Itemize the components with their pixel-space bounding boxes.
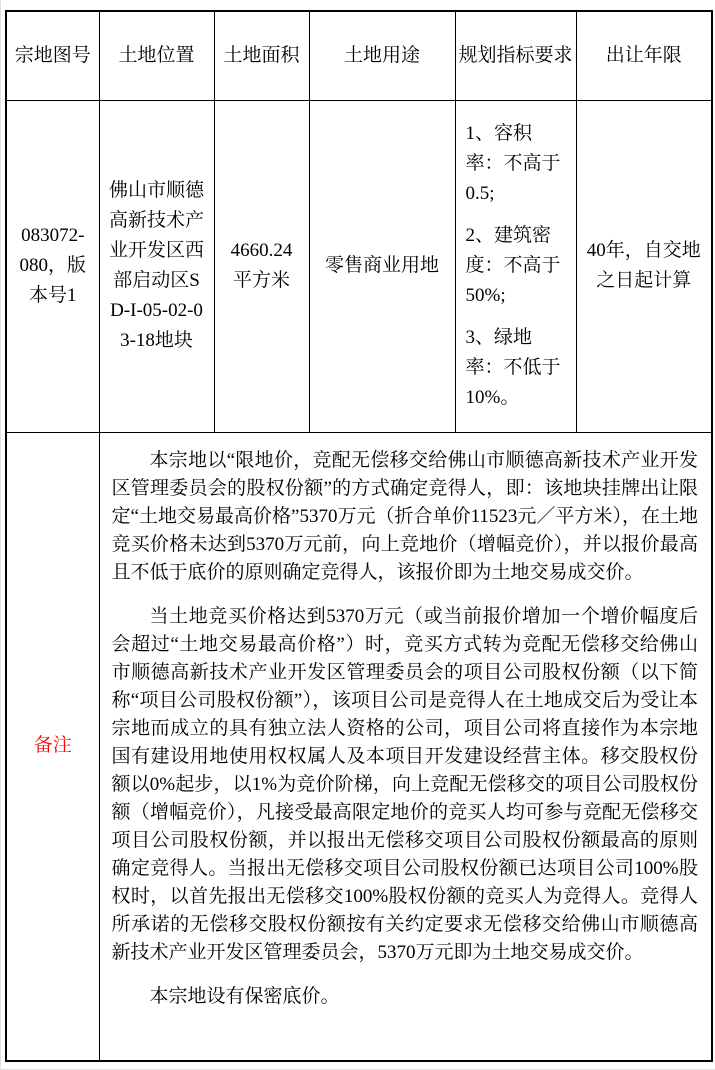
planning-item-plot-ratio: 1、容积率：不高于0.5; <box>465 123 561 204</box>
parcel-tenure: 40年，自交地之日起计算 <box>576 100 712 432</box>
parcel-area: 4660.24平方米 <box>214 100 309 432</box>
remarks-paragraph-confidential-floor-price: 本宗地设有保密底价。 <box>149 985 340 1007</box>
header-tenure: 出让年限 <box>576 11 712 100</box>
parcel-land-use: 零售商业用地 <box>309 100 455 432</box>
remarks-content <box>99 432 712 1061</box>
remarks-label: 备注 <box>33 735 72 757</box>
planning-item-building-density: 2、建筑密度：不高于50%; <box>465 225 561 306</box>
parcel-data-row <box>6 100 712 432</box>
parcel-location: 佛山市顺德高新技术产业开发区西部启动区SD-I-05-02-03-18地块 <box>99 100 214 432</box>
header-land-use: 土地用途 <box>309 11 455 100</box>
planning-item-green-ratio: 3、绿地率：不低于10%。 <box>465 327 561 408</box>
remarks-label-cell <box>6 432 99 1061</box>
remarks-paragraph-price-cap: 本宗地以“限地价，竞配无偿移交给佛山市顺德高新技术产业开发区管理委员会的股权份额”的方式确定竞得人，即：该地块挂牌出让限定“土地交易最高价格”5370万元（折合单价11523元／平方米），在土地竞买价格未达到5370万元前，向上竞地价（增幅竞价），并以报价最高且不低于底价的原则确定竞得人，该报价即为土地交易成交价。 <box>111 449 698 583</box>
header-planning-requirements: 规划指标要求 <box>455 11 576 100</box>
remarks-paragraph-equity-transfer: 当土地竞买价格达到5370万元（或当前报价增加一个增价幅度后会超过“土地交易最高价格”）时，竞买方式转为竞配无偿移交给佛山市顺德高新技术产业开发区管理委员会的项目公司股权份额（以下简称“项目公司股权份额”），该项目公司是竞得人在土地成交后为受让本宗地而成立的具有独立法人资格的公司，项目公司将直接作为本宗地国有建设用地使用权权属人及本项目开发建设经营主体。移交股权份额以0%起步，以1%为竞价阶梯，向上竞配无偿移交的项目公司股权份额（增幅竞价），凡接受最高限定地价的竞买人均可参与竞配无偿移交项目公司股权份额，并以报出无偿移交项目公司股权份额最高的原则确定竞得人。当报出无偿移交项目公司股权份额已达项目公司100%股权时，以首先报出无偿移交100%股权份额的竞买人为竞得人。竞得人所承诺的无偿移交股权份额按有关约定要求无偿移交给佛山市顺德高新技术产业开发区管理委员会，5370万元即为土地交易成交价。 <box>111 605 698 963</box>
land-parcel-table <box>5 10 713 1062</box>
parcel-map-no: 083072-080，版本号1 <box>6 100 99 432</box>
parcel-planning-requirements <box>455 100 576 432</box>
header-land-location: 土地位置 <box>99 11 214 100</box>
header-land-area: 土地面积 <box>214 11 309 100</box>
table-header-row <box>6 11 712 100</box>
remarks-row <box>6 432 712 1061</box>
header-parcel-map-no: 宗地图号 <box>6 11 99 100</box>
